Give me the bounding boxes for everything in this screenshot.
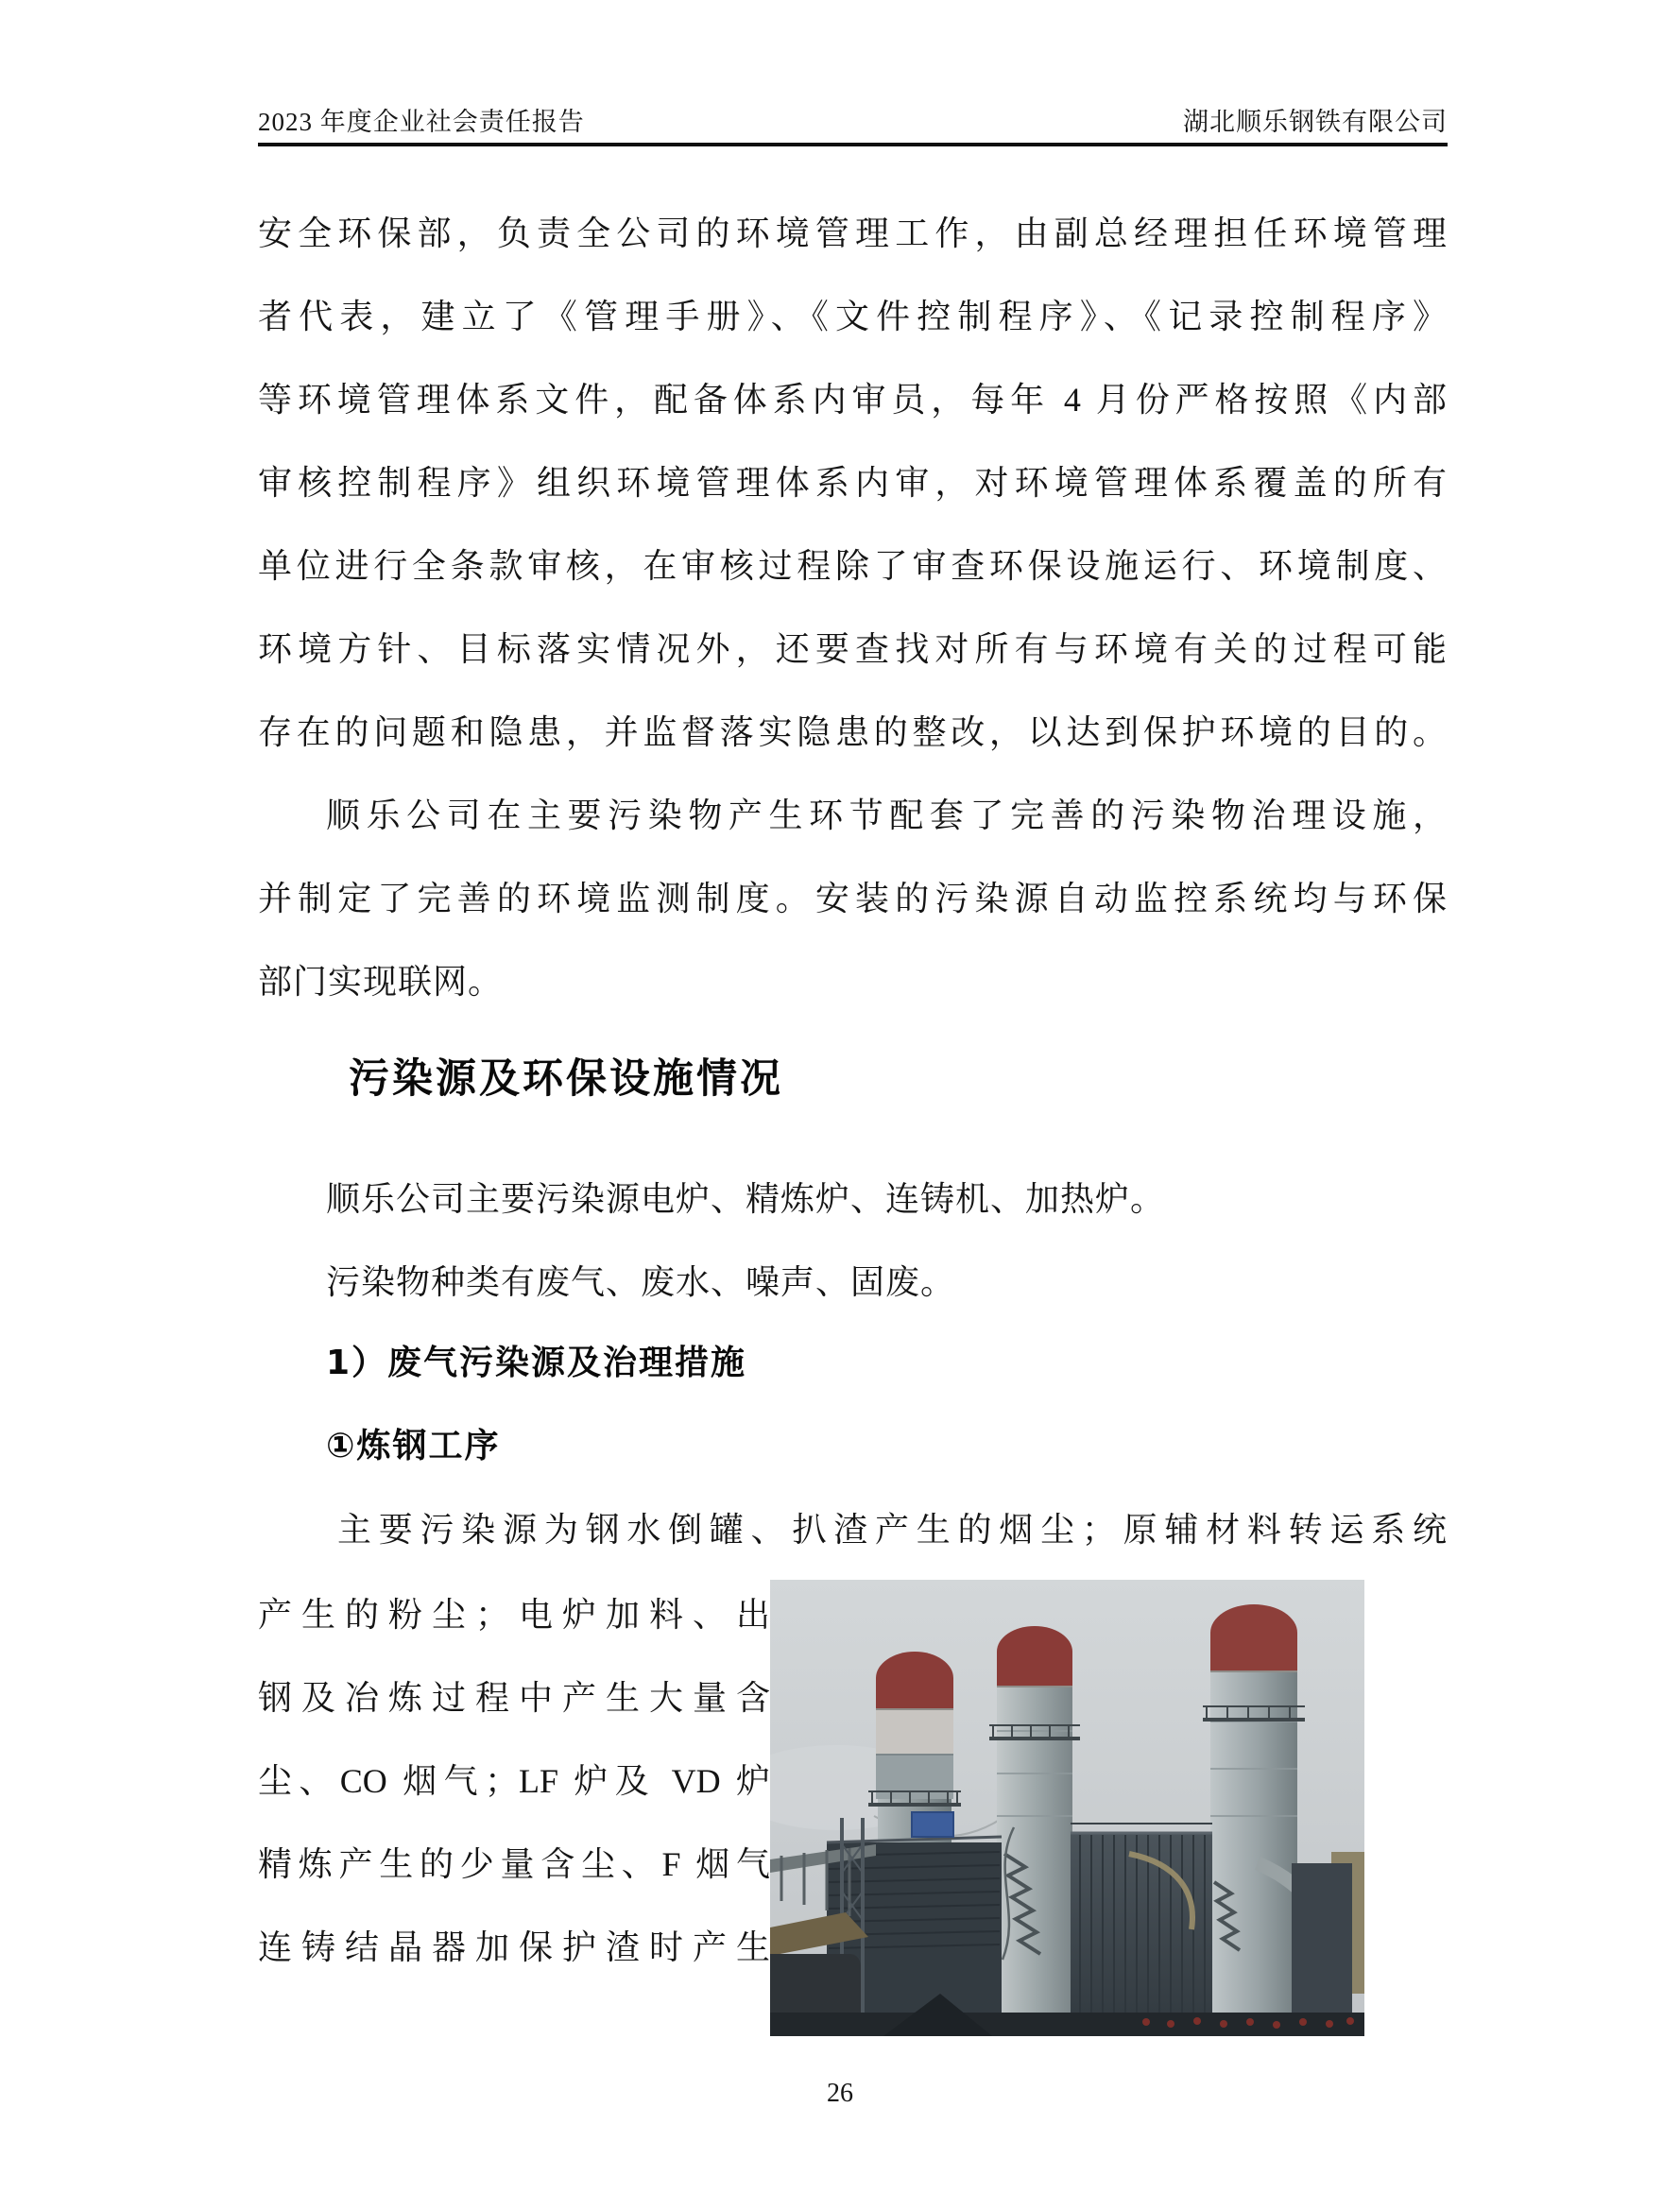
body-line: 存在的问题和隐患，并监督落实隐患的整改，以达到保护环境的目的。 bbox=[258, 713, 1448, 751]
wrap-line: 精炼产生的少量含尘、F 烟气 bbox=[258, 1845, 770, 1883]
body-line: 环境方针、目标落实情况外，还要查找对所有与环境有关的过程可能 bbox=[258, 630, 1448, 668]
wrap-line: 产生的粉尘；电炉加料、出 bbox=[258, 1596, 770, 1634]
wrap-line: 钢及冶炼过程中产生大量含 bbox=[258, 1679, 770, 1717]
body-line: 审核控制程序》组织环境管理体系内审，对环境管理体系覆盖的所有 bbox=[258, 464, 1448, 502]
page-header bbox=[258, 94, 1448, 146]
step-subheading: ①炼钢工序 bbox=[326, 1427, 501, 1465]
body-line: 安全环保部，负责全公司的环境管理工作，由副总经理担任环境管理 bbox=[258, 214, 1448, 252]
page-number: 26 bbox=[827, 2079, 853, 2108]
body-line: 单位进行全条款审核，在审核过程除了审查环保设施运行、环境制度、 bbox=[258, 547, 1448, 585]
header-company-name: 湖北顺乐钢铁有限公司 bbox=[1183, 108, 1448, 136]
body-line: 顺乐公司在主要污染物产生环节配套了完善的污染物治理设施， bbox=[326, 797, 1448, 834]
body-line: 主要污染源为钢水倒罐、扒渣产生的烟尘；原辅材料转运系统 bbox=[337, 1511, 1448, 1549]
factory-photo-svg bbox=[770, 1580, 1364, 2036]
body-line: 污染物种类有废气、废水、噪声、固废。 bbox=[326, 1263, 956, 1301]
body-line: 并制定了完善的环境监测制度。安装的污染源自动监控系统均与环保 bbox=[258, 880, 1448, 917]
wrap-line: 尘、CO 烟气；LF 炉及 VD 炉 bbox=[258, 1762, 770, 1800]
factory-photo bbox=[770, 1580, 1364, 2036]
body-line: 等环境管理体系文件，配备体系内审员，每年 4 月份严格按照《内部 bbox=[258, 381, 1448, 419]
photo-chimney-middle bbox=[989, 1626, 1080, 2036]
list-subheading: 1）废气污染源及治理措施 bbox=[326, 1344, 747, 1382]
section-heading: 污染源及环保设施情况 bbox=[349, 1055, 783, 1103]
header-report-title: 2023 年度企业社会责任报告 bbox=[258, 108, 585, 136]
body-line: 者代表，建立了《管理手册》、《文件控制程序》、《记录控制程序》 bbox=[258, 298, 1448, 335]
body-line: 部门实现联网。 bbox=[258, 963, 504, 1001]
body-line: 顺乐公司主要污染源电炉、精炼炉、连铸机、加热炉。 bbox=[326, 1180, 1166, 1218]
wrap-line: 连铸结晶器加保护渣时产生 bbox=[258, 1928, 770, 1966]
